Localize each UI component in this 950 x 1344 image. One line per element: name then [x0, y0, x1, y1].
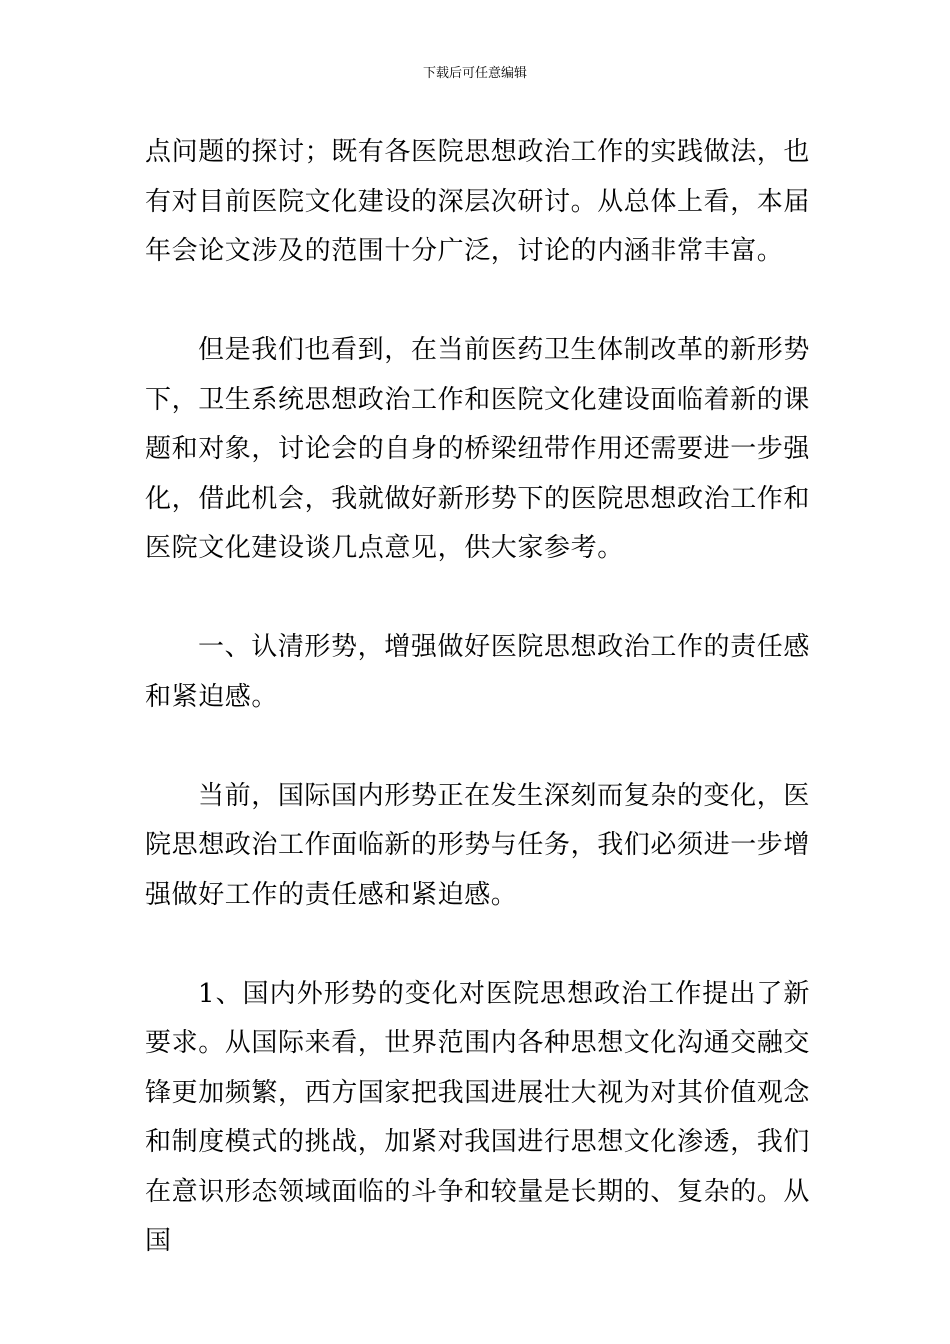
paragraph-situation: 当前，国际国内形势正在发生深刻而复杂的变化，医院思想政治工作面临新的形势与任务，我们必须进一步增强做好工作的责任感和紧迫感。 — [145, 780, 811, 910]
page-header-note: 下载后可任意编辑 — [422, 66, 527, 81]
paragraph-point-1: 1、国内外形势的变化对医院思想政治工作提出了新要求。从国际来看，世界范围内各种思想文化沟通交融交锋更加频繁，西方国家把我国进展壮大视为对其价值观念和制度模式的挑战，加紧对我国进行思想文化渗透，我们在意识形态领域面临的斗争和较量是长期的、复杂的。从国 — [145, 978, 811, 1256]
section-heading-1: 一、认清形势，增强做好医院思想政治工作的责任感和紧迫感。 — [145, 632, 810, 712]
document-body — [145, 128, 810, 1267]
paragraph-continuation: 点问题的探讨；既有各医院思想政治工作的实践做法，也有对目前医院文化建设的深层次研讨。从总体上看，本届年会论文涉及的范围十分广泛，讨论的内涵非常丰富。 — [145, 137, 811, 266]
paragraph-intro: 但是我们也看到，在当前医药卫生体制改革的新形势下，卫生系统思想政治工作和医院文化建设面临着新的课题和对象，讨论会的自身的桥梁纽带作用还需要进一步强化，借此机会，我就做好新形势下的医院思想政治工作和医院文化建设谈几点意见，供大家参考。 — [145, 335, 811, 563]
